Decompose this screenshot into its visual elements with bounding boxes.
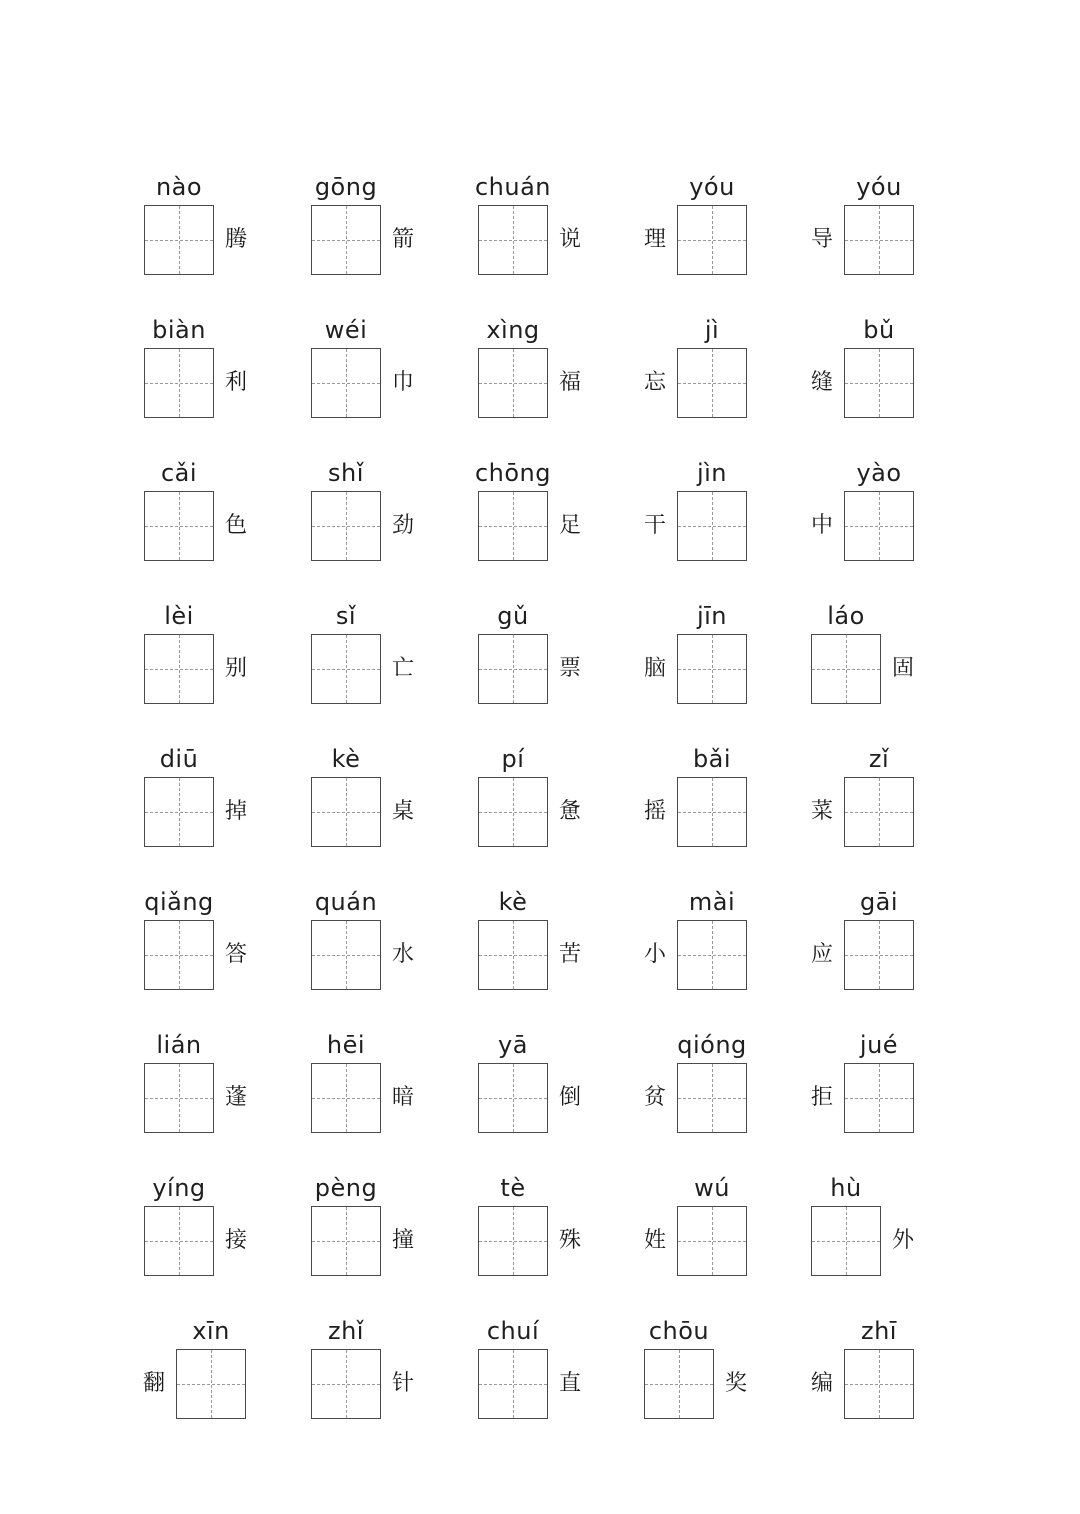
grid-guide-horizontal xyxy=(645,1384,713,1385)
tianzige-writing-box[interactable] xyxy=(811,1206,881,1276)
grid-guide-horizontal xyxy=(845,812,913,813)
pinyin-label: yào xyxy=(856,459,902,487)
tianzige-writing-box[interactable] xyxy=(311,491,381,561)
tianzige-writing-box[interactable] xyxy=(844,777,914,847)
tianzige-writing-box[interactable] xyxy=(311,634,381,704)
pinyin-label: tè xyxy=(500,1174,526,1202)
tianzige-writing-box[interactable] xyxy=(311,1349,381,1419)
tianzige-writing-box[interactable] xyxy=(677,205,747,275)
tianzige-writing-box[interactable] xyxy=(478,491,548,561)
grid-guide-horizontal xyxy=(845,1384,913,1385)
hanzi-character: 编 xyxy=(810,1371,833,1396)
hanzi-character: 腾 xyxy=(224,227,247,252)
tianzige-writing-box[interactable] xyxy=(144,348,214,418)
pinyin-label: zhǐ xyxy=(328,1317,364,1345)
pinyin-label: yóu xyxy=(689,173,735,201)
tianzige-writing-box[interactable] xyxy=(176,1349,246,1419)
hanzi-character: 接 xyxy=(224,1228,247,1253)
tianzige-writing-box[interactable] xyxy=(144,1063,214,1133)
grid-guide-horizontal xyxy=(678,812,746,813)
grid-guide-horizontal xyxy=(145,955,213,956)
pinyin-label: yā xyxy=(498,1031,528,1059)
pinyin-label: kè xyxy=(498,888,528,916)
pinyin-label: diū xyxy=(159,745,199,773)
pinyin-label: pèng xyxy=(314,1174,378,1202)
tianzige-writing-box[interactable] xyxy=(677,777,747,847)
hanzi-character: 倒 xyxy=(558,1085,581,1110)
grid-guide-horizontal xyxy=(312,383,380,384)
pinyin-label: jìn xyxy=(696,459,728,487)
grid-guide-horizontal xyxy=(479,1384,547,1385)
hanzi-character: 殊 xyxy=(558,1228,581,1253)
pinyin-label: chōng xyxy=(474,459,552,487)
hanzi-character: 干 xyxy=(643,513,666,538)
tianzige-writing-box[interactable] xyxy=(311,920,381,990)
grid-guide-horizontal xyxy=(145,526,213,527)
pinyin-label: qiǎng xyxy=(144,888,214,916)
hanzi-character: 小 xyxy=(643,942,666,967)
grid-guide-horizontal xyxy=(479,955,547,956)
pinyin-label: bǎi xyxy=(692,745,732,773)
pinyin-label: gǔ xyxy=(497,602,529,630)
tianzige-writing-box[interactable] xyxy=(311,777,381,847)
hanzi-character: 水 xyxy=(391,942,414,967)
pinyin-label: mài xyxy=(688,888,736,916)
hanzi-character: 贫 xyxy=(643,1085,666,1110)
tianzige-writing-box[interactable] xyxy=(844,348,914,418)
grid-guide-horizontal xyxy=(479,240,547,241)
grid-guide-horizontal xyxy=(312,955,380,956)
tianzige-writing-box[interactable] xyxy=(478,348,548,418)
grid-guide-horizontal xyxy=(845,240,913,241)
tianzige-writing-box[interactable] xyxy=(311,205,381,275)
tianzige-writing-box[interactable] xyxy=(844,491,914,561)
grid-guide-horizontal xyxy=(312,669,380,670)
tianzige-writing-box[interactable] xyxy=(478,1349,548,1419)
pinyin-label: chuí xyxy=(486,1317,540,1345)
tianzige-writing-box[interactable] xyxy=(677,491,747,561)
tianzige-writing-box[interactable] xyxy=(677,1206,747,1276)
grid-guide-horizontal xyxy=(145,812,213,813)
hanzi-character: 理 xyxy=(643,227,666,252)
pinyin-label: jì xyxy=(704,316,720,344)
pinyin-label: lián xyxy=(156,1031,202,1059)
tianzige-writing-box[interactable] xyxy=(478,1063,548,1133)
hanzi-character: 应 xyxy=(810,942,833,967)
pinyin-label: chuán xyxy=(474,173,552,201)
pinyin-label: yíng xyxy=(152,1174,206,1202)
tianzige-writing-box[interactable] xyxy=(844,205,914,275)
tianzige-writing-box[interactable] xyxy=(478,920,548,990)
pinyin-label: gāi xyxy=(859,888,899,916)
grid-guide-horizontal xyxy=(145,1241,213,1242)
tianzige-writing-box[interactable] xyxy=(311,1063,381,1133)
grid-guide-horizontal xyxy=(678,240,746,241)
pinyin-label: jué xyxy=(859,1031,899,1059)
hanzi-character: 亡 xyxy=(391,656,414,681)
tianzige-writing-box[interactable] xyxy=(144,777,214,847)
grid-guide-horizontal xyxy=(479,383,547,384)
grid-guide-horizontal xyxy=(312,1384,380,1385)
grid-guide-horizontal xyxy=(845,383,913,384)
hanzi-character: 桌 xyxy=(391,799,414,824)
pinyin-label: yóu xyxy=(856,173,902,201)
hanzi-character: 掉 xyxy=(224,799,247,824)
grid-guide-horizontal xyxy=(177,1384,245,1385)
grid-guide-horizontal xyxy=(312,526,380,527)
tianzige-writing-box[interactable] xyxy=(478,1206,548,1276)
tianzige-writing-box[interactable] xyxy=(644,1349,714,1419)
hanzi-character: 足 xyxy=(558,513,581,538)
hanzi-character: 菜 xyxy=(810,799,833,824)
pinyin-label: zǐ xyxy=(868,745,890,773)
grid-guide-horizontal xyxy=(812,669,880,670)
pinyin-label: pí xyxy=(501,745,525,773)
grid-guide-horizontal xyxy=(145,240,213,241)
pinyin-label: sǐ xyxy=(335,602,357,630)
hanzi-character: 忘 xyxy=(643,370,666,395)
grid-guide-horizontal xyxy=(145,383,213,384)
pinyin-label: xīn xyxy=(192,1317,230,1345)
hanzi-character: 色 xyxy=(224,513,247,538)
hanzi-character: 缝 xyxy=(810,370,833,395)
pinyin-label: quán xyxy=(314,888,378,916)
grid-guide-horizontal xyxy=(812,1241,880,1242)
pinyin-label: cǎi xyxy=(160,459,198,487)
hanzi-character: 直 xyxy=(558,1371,581,1396)
tianzige-writing-box[interactable] xyxy=(144,1206,214,1276)
hanzi-character: 导 xyxy=(810,227,833,252)
grid-guide-horizontal xyxy=(312,240,380,241)
grid-guide-horizontal xyxy=(479,1241,547,1242)
hanzi-character: 苦 xyxy=(558,942,581,967)
grid-guide-horizontal xyxy=(145,1098,213,1099)
hanzi-character: 答 xyxy=(224,942,247,967)
pinyin-label: shǐ xyxy=(328,459,364,487)
tianzige-writing-box[interactable] xyxy=(478,777,548,847)
pinyin-label: kè xyxy=(331,745,361,773)
hanzi-character: 福 xyxy=(558,370,581,395)
tianzige-writing-box[interactable] xyxy=(677,634,747,704)
grid-guide-horizontal xyxy=(678,383,746,384)
hanzi-character: 摇 xyxy=(643,799,666,824)
grid-guide-horizontal xyxy=(479,1098,547,1099)
pinyin-label: zhī xyxy=(861,1317,897,1345)
tianzige-writing-box[interactable] xyxy=(844,920,914,990)
grid-guide-horizontal xyxy=(845,1098,913,1099)
grid-guide-horizontal xyxy=(845,955,913,956)
pinyin-label: biàn xyxy=(152,316,206,344)
hanzi-character: 针 xyxy=(391,1371,414,1396)
hanzi-character: 外 xyxy=(891,1228,914,1253)
pinyin-label: gōng xyxy=(314,173,378,201)
pinyin-label: hù xyxy=(830,1174,862,1202)
grid-guide-horizontal xyxy=(145,669,213,670)
pinyin-label: láo xyxy=(827,602,865,630)
tianzige-writing-box[interactable] xyxy=(144,920,214,990)
grid-guide-horizontal xyxy=(312,812,380,813)
tianzige-writing-box[interactable] xyxy=(478,205,548,275)
hanzi-character: 固 xyxy=(891,656,914,681)
hanzi-character: 巾 xyxy=(391,370,414,395)
pinyin-label: bǔ xyxy=(863,316,895,344)
hanzi-character: 姓 xyxy=(643,1228,666,1253)
grid-guide-horizontal xyxy=(312,1098,380,1099)
tianzige-writing-box[interactable] xyxy=(677,1063,747,1133)
hanzi-character: 奖 xyxy=(724,1371,747,1396)
tianzige-writing-box[interactable] xyxy=(311,1206,381,1276)
hanzi-character: 撞 xyxy=(391,1228,414,1253)
grid-guide-horizontal xyxy=(678,1241,746,1242)
hanzi-character: 暗 xyxy=(391,1085,414,1110)
grid-guide-horizontal xyxy=(678,669,746,670)
hanzi-character: 蓬 xyxy=(224,1085,247,1110)
grid-guide-horizontal xyxy=(678,955,746,956)
tianzige-writing-box[interactable] xyxy=(844,1349,914,1419)
pinyin-label: lèi xyxy=(164,602,194,630)
pinyin-label: wú xyxy=(694,1174,730,1202)
hanzi-character: 翻 xyxy=(142,1371,165,1396)
tianzige-writing-box[interactable] xyxy=(144,634,214,704)
hanzi-character: 惫 xyxy=(558,799,581,824)
tianzige-writing-box[interactable] xyxy=(677,920,747,990)
tianzige-writing-box[interactable] xyxy=(811,634,881,704)
hanzi-character: 劲 xyxy=(391,513,414,538)
tianzige-writing-box[interactable] xyxy=(478,634,548,704)
grid-guide-horizontal xyxy=(678,526,746,527)
hanzi-character: 箭 xyxy=(391,227,414,252)
grid-guide-horizontal xyxy=(479,669,547,670)
hanzi-character: 利 xyxy=(224,370,247,395)
hanzi-character: 脑 xyxy=(643,656,666,681)
hanzi-character: 拒 xyxy=(810,1085,833,1110)
tianzige-writing-box[interactable] xyxy=(311,348,381,418)
pinyin-label: xìng xyxy=(486,316,540,344)
tianzige-writing-box[interactable] xyxy=(144,205,214,275)
tianzige-writing-box[interactable] xyxy=(844,1063,914,1133)
pinyin-label: nào xyxy=(155,173,203,201)
hanzi-character: 中 xyxy=(810,513,833,538)
pinyin-label: wéi xyxy=(324,316,368,344)
hanzi-character: 说 xyxy=(558,227,581,252)
pinyin-label: hēi xyxy=(326,1031,366,1059)
pinyin-label: qióng xyxy=(677,1031,747,1059)
pinyin-label: chōu xyxy=(648,1317,710,1345)
grid-guide-horizontal xyxy=(845,526,913,527)
grid-guide-horizontal xyxy=(678,1098,746,1099)
grid-guide-horizontal xyxy=(312,1241,380,1242)
grid-guide-horizontal xyxy=(479,812,547,813)
tianzige-writing-box[interactable] xyxy=(144,491,214,561)
tianzige-writing-box[interactable] xyxy=(677,348,747,418)
hanzi-character: 别 xyxy=(224,656,247,681)
grid-guide-horizontal xyxy=(479,526,547,527)
pinyin-label: jīn xyxy=(696,602,728,630)
hanzi-character: 票 xyxy=(558,656,581,681)
